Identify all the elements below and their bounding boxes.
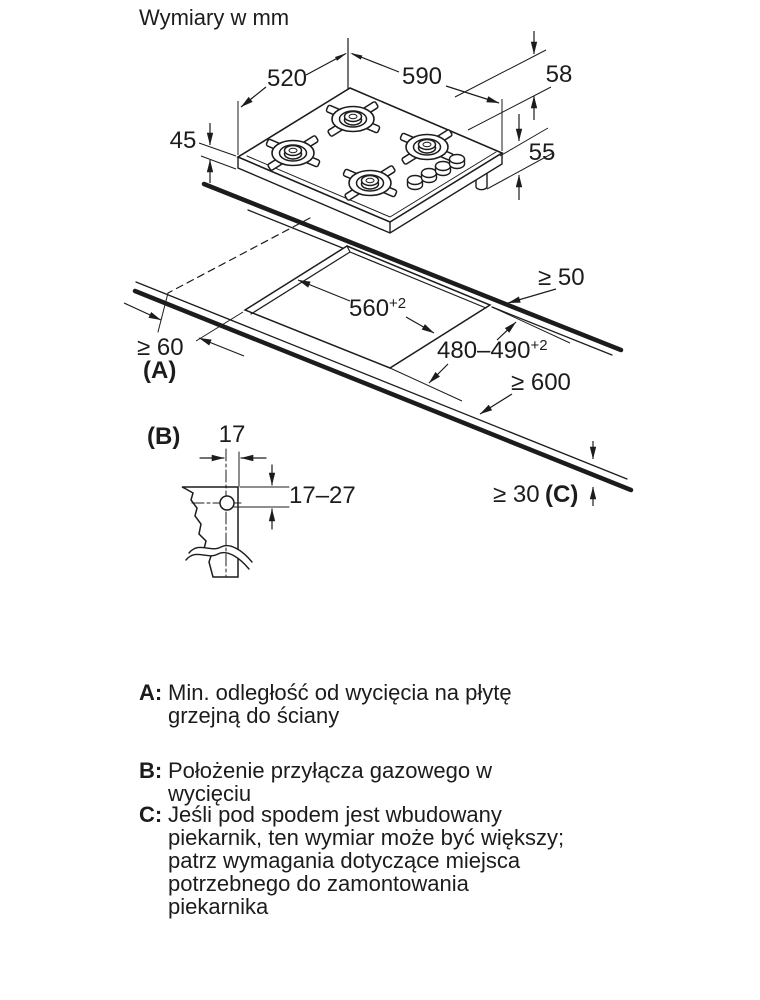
legend-text: patrz wymagania dotyczące miejsca: [168, 848, 521, 873]
legend-text: Jeśli pod spodem jest wbudowany: [168, 802, 502, 827]
dim-width-label: 590: [401, 63, 443, 90]
legend-text: grzejną do ściany: [168, 703, 340, 728]
control-knob: [450, 155, 465, 169]
cutout-width-label: $560^{+2}$: [349, 295, 407, 322]
clearance-rear-label: ≥ 50: [538, 264, 585, 291]
dim-body-height-label: 45: [169, 127, 197, 154]
burner-front: [343, 165, 397, 201]
ref-b-label: (B): [147, 423, 181, 450]
legend-text: wycięciu: [168, 781, 252, 806]
legend-text: Położenie przyłącza gazowego w: [168, 758, 493, 783]
legend-text: piekarnik, ten wymiar może być większy;: [168, 825, 565, 850]
worktop-thickness-label: ≥ 30: [493, 481, 540, 508]
legend-text: Min. odległość od wycięcia na płytę: [168, 680, 512, 705]
hole-depth-label: 17–27: [289, 482, 356, 509]
page-title: Wymiary w mm: [139, 5, 290, 30]
clearance-side-label: ≥ 60: [137, 334, 184, 361]
legend-item-b: [139, 759, 492, 805]
detail-b-drawing: [182, 449, 289, 577]
ref-a-label: (A): [143, 357, 177, 384]
ref-c-label: (C): [545, 481, 579, 508]
dim-install-height-label: 55: [528, 139, 556, 166]
burner-left: [266, 135, 320, 171]
legend-key-b: B:: [139, 758, 163, 783]
legend-item-c: [139, 803, 564, 918]
burner-right: [400, 129, 454, 165]
legend-item-a: [139, 681, 512, 727]
hole-offset-label: 17: [218, 421, 246, 448]
cutout-depth-label: $480-490^{+2}$: [437, 337, 548, 364]
legend-text: potrzebnego do zamontowania: [168, 871, 469, 896]
dim-depth-label: 520: [266, 65, 308, 92]
control-knob: [422, 169, 437, 183]
legend-text: piekarnika: [168, 894, 269, 919]
control-knob: [436, 162, 451, 176]
worktop-depth-label: ≥ 600: [511, 369, 571, 396]
dim-height-total-label: 58: [545, 61, 573, 88]
burner-rear: [326, 101, 380, 137]
control-knob: [408, 176, 423, 190]
gas-connection-hole: [220, 496, 234, 510]
legend-key-a: A:: [139, 680, 163, 705]
legend-key-c: C:: [139, 802, 163, 827]
